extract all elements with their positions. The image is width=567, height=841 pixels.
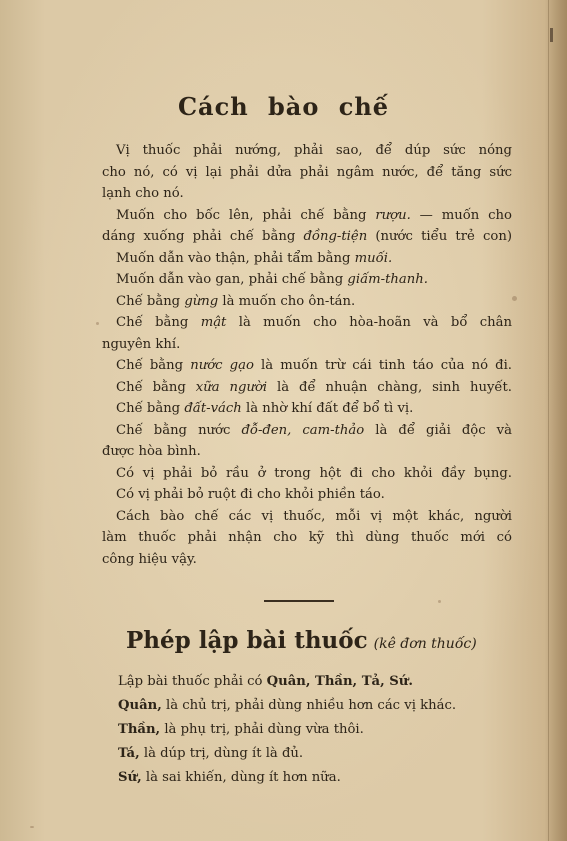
paper-speck — [512, 296, 517, 301]
text-run: Có vị phải bỏ rầu ở trong hột đi cho khỏi đầy bụng. — [116, 465, 512, 481]
italic-term: đồng-tiện — [303, 229, 368, 244]
text-run: là chủ trị, phải dùng nhiều hơn các vị khác. — [161, 698, 457, 713]
text-run: Lập bài thuốc phải có — [118, 674, 267, 689]
text-line — [102, 334, 512, 356]
italic-term: mật — [200, 315, 227, 330]
text-line — [102, 205, 512, 227]
text-run: Chế bằng — [116, 358, 191, 373]
text-line — [102, 377, 512, 399]
text-run: là sai khiến, dùng ít hơn nữa. — [141, 770, 341, 785]
text-run: là muốn cho hòa-hoãn và bổ chân — [226, 315, 512, 330]
text-line — [102, 527, 512, 549]
text-line — [102, 549, 512, 571]
text-line — [102, 506, 512, 528]
text-run: — muốn cho — [410, 207, 512, 223]
text-run: Muốn dẫn vào gan, phải chế bằng — [116, 272, 348, 287]
text-run: (nước tiểu trẻ con) — [367, 229, 512, 244]
text-run: là dúp trị, dùng ít là đủ. — [139, 746, 304, 761]
text-run: Chế bằng — [116, 293, 185, 309]
text-run: Cách bào chế các vị thuốc, mỗi vị một khác, người — [116, 508, 512, 524]
text-run: Vị thuốc phải nướng, phải sao, để dúp sức nóng — [116, 143, 512, 158]
text-run: làm thuốc phải nhận cho kỹ thì dùng thuốc mới có — [102, 530, 512, 545]
text-line — [102, 269, 512, 291]
text-run: là muốn cho ôn-tán. — [218, 293, 356, 309]
bold-term: Quân, — [118, 698, 162, 713]
text-run: là để nhuận chàng, sinh huyết. — [267, 379, 512, 395]
text-line — [102, 140, 512, 162]
section-title-lap-bai-thuoc — [126, 627, 477, 654]
text-run: Chế bằng — [116, 379, 196, 395]
text-line — [102, 420, 512, 442]
text-line — [104, 694, 514, 718]
text-line — [104, 670, 514, 694]
text-line — [102, 441, 512, 463]
text-run: công hiệu vậy. — [102, 551, 197, 567]
text-line — [104, 718, 514, 742]
paper-speck — [30, 826, 34, 828]
section-body-bao-che — [102, 140, 512, 570]
paper-speck — [96, 322, 99, 325]
section-subtitle: (kê đơn thuốc) — [373, 636, 477, 652]
text-line — [102, 248, 512, 270]
italic-term: nước gạo — [190, 358, 254, 373]
text-run: được hòa bình. — [102, 444, 201, 459]
text-run: Chế bằng — [116, 315, 201, 330]
bold-term: Quân, Thần, Tả, Sứ. — [266, 674, 413, 689]
edge-mark — [550, 28, 553, 42]
text-line — [102, 398, 512, 420]
text-run: dáng xuống phải chế bằng — [102, 229, 304, 244]
text-line — [104, 742, 514, 766]
text-line — [102, 162, 512, 184]
bold-term: Thần, — [118, 722, 161, 737]
italic-term: gừng — [184, 293, 219, 309]
text-line — [102, 291, 512, 313]
bold-term: Tá, — [118, 746, 140, 761]
text-line — [102, 355, 512, 377]
section-divider — [264, 600, 334, 602]
section-title-bao-che: Cách bào chế — [177, 92, 390, 121]
text-line — [102, 312, 512, 334]
text-run: Muốn cho bốc lên, phải chế bằng — [116, 207, 376, 223]
text-run: Chế bằng nước — [116, 422, 242, 438]
text-run: lạnh cho nó. — [102, 186, 184, 201]
text-line — [104, 766, 514, 790]
paper-speck — [438, 600, 441, 603]
text-line — [102, 484, 512, 506]
page-edge-line — [548, 0, 549, 841]
text-run: là muốn trừ cái tinh táo của nó đi. — [253, 358, 512, 373]
text-line — [102, 226, 512, 248]
italic-term: xữa người — [195, 379, 268, 395]
text-line — [102, 183, 512, 205]
text-run: Chế bằng — [116, 401, 185, 416]
italic-term: rượu. — [375, 207, 411, 223]
text-run: là phụ trị, phải dùng vừa thôi. — [160, 722, 364, 737]
text-run: Muốn dẫn vào thận, phải tẩm bằng — [116, 250, 355, 266]
italic-term: đất-vách — [184, 401, 242, 416]
text-run: nguyên khí. — [102, 336, 181, 352]
section-title-text: Phép lập bài thuốc — [126, 627, 368, 654]
text-run: cho nó, có vị lại phải dửa phải ngâm nước, để tăng sức — [102, 164, 512, 180]
italic-term: giấm-thanh. — [347, 272, 428, 287]
section-body-lap-bai-thuoc — [104, 670, 514, 790]
italic-term: muối. — [354, 250, 393, 266]
text-run: là để giải độc và — [364, 422, 512, 438]
text-run: Có vị phải bỏ ruột đi cho khỏi phiền táo. — [116, 487, 385, 502]
bold-term: Sứ, — [118, 770, 142, 785]
text-line — [102, 463, 512, 485]
italic-term: đỗ-đen, cam-thảo — [241, 422, 365, 438]
text-run: là nhờ khí đất để bổ tì vị. — [241, 401, 414, 416]
